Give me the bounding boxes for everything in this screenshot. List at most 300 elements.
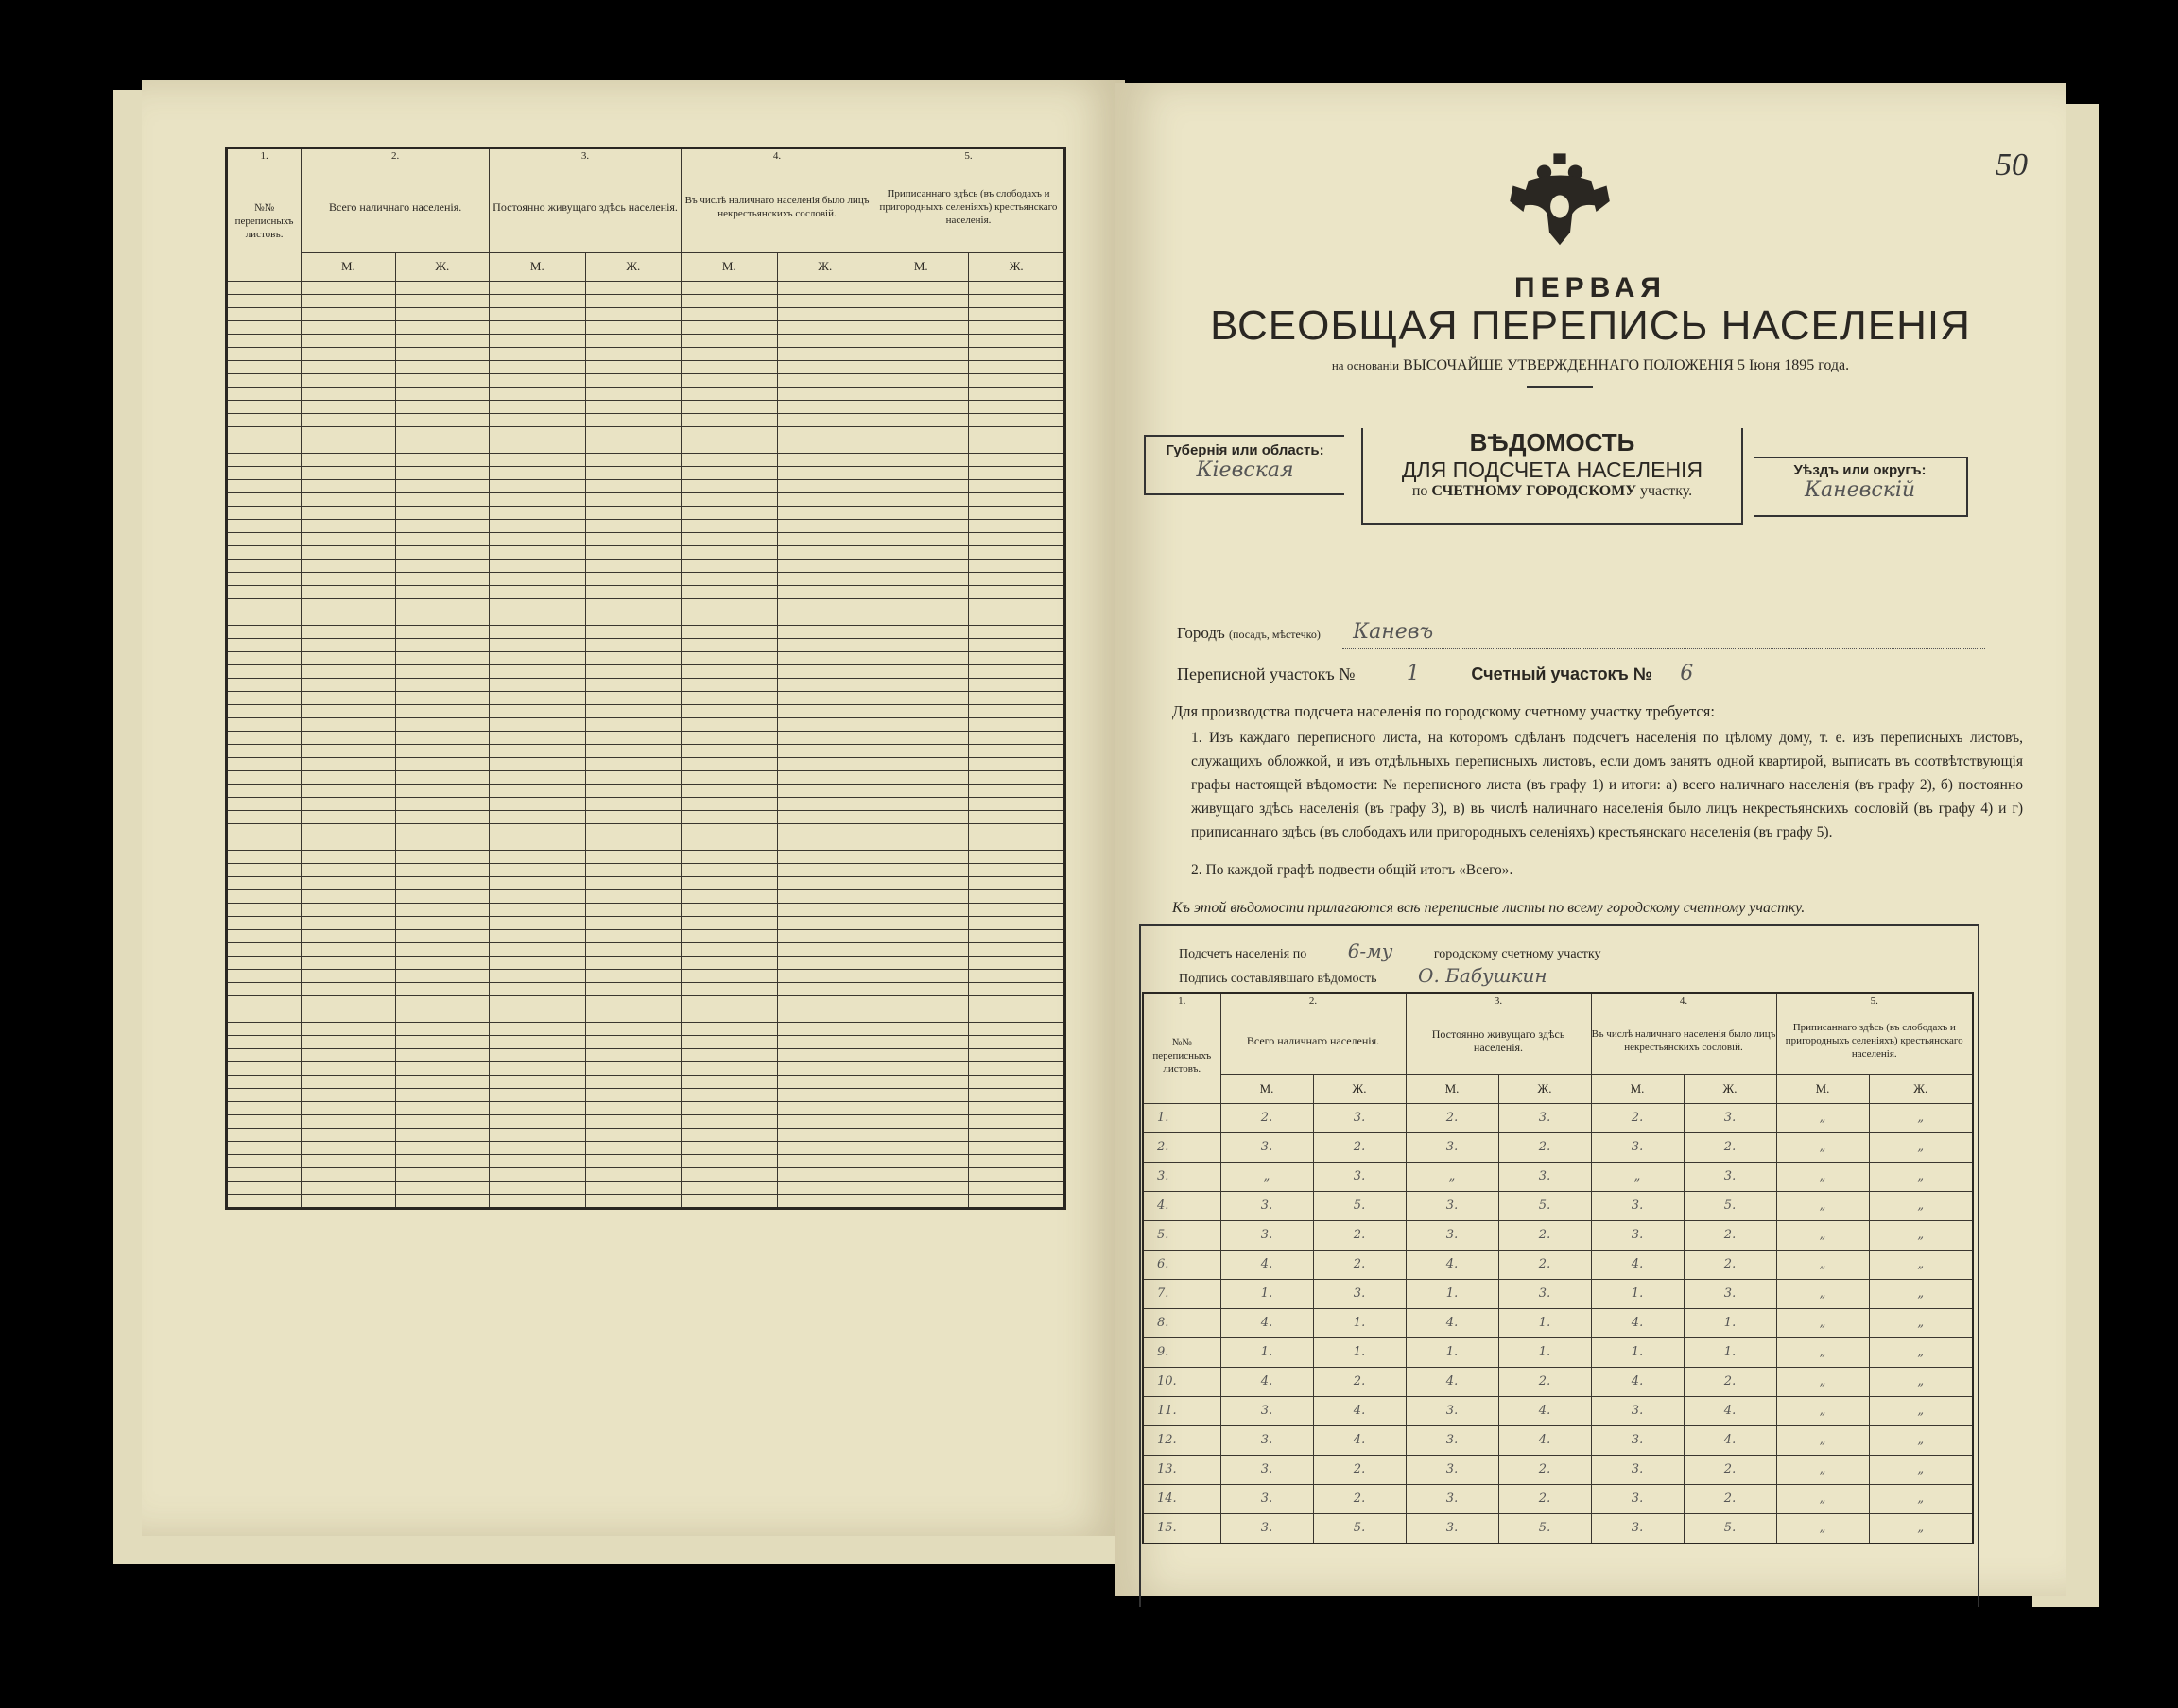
governorate-box: [1144, 435, 1344, 495]
table-cell: [969, 903, 1065, 916]
table-cell: „: [1869, 1163, 1973, 1192]
table-cell: [873, 744, 969, 757]
table-cell: [302, 982, 395, 995]
table-cell: [585, 1035, 681, 1048]
table-cell: [873, 691, 969, 704]
vedomost-subtitle2: [1363, 483, 1741, 500]
table-cell: [969, 744, 1065, 757]
table-cell: 3.: [1220, 1133, 1313, 1163]
table-cell: „: [1776, 1251, 1869, 1280]
table-cell: [227, 612, 302, 625]
table-cell: 4.: [1684, 1426, 1776, 1456]
table-row: [227, 400, 1065, 413]
table-cell: [395, 664, 489, 678]
table-cell: [302, 1194, 395, 1208]
title-small: ПЕРВАЯ: [1514, 272, 1667, 303]
table-cell: [969, 757, 1065, 770]
table-cell: [227, 413, 302, 426]
table-row: [227, 717, 1065, 731]
table-row: [227, 797, 1065, 810]
table-cell: 4.: [1313, 1397, 1406, 1426]
table-cell: [227, 744, 302, 757]
table-cell: [302, 598, 395, 612]
table-cell: [682, 1035, 777, 1048]
table-cell: [682, 281, 777, 294]
table-row: [227, 863, 1065, 876]
table-cell: [227, 426, 302, 440]
table-cell: [490, 1101, 585, 1114]
table-cell: [227, 850, 302, 863]
table-row: [227, 876, 1065, 889]
count-by-label: Подсчетъ населенія по: [1179, 947, 1307, 961]
table-cell: 3.: [1498, 1104, 1591, 1133]
table-cell: 2.: [1498, 1221, 1591, 1251]
col-number: 5.: [1776, 993, 1973, 1008]
city-underline: [1342, 648, 1985, 649]
table-cell: [302, 691, 395, 704]
table-cell: [395, 612, 489, 625]
table-cell: [969, 1009, 1065, 1022]
table-cell: [302, 797, 395, 810]
table-cell: [777, 1181, 873, 1194]
sub-f: Ж.: [395, 252, 489, 281]
table-cell: [682, 731, 777, 744]
table-row: [227, 969, 1065, 982]
table-cell: [227, 1167, 302, 1181]
table-cell: [777, 942, 873, 956]
table-cell: [777, 492, 873, 506]
table-row: [227, 823, 1065, 837]
table-cell: [777, 519, 873, 532]
table-cell: 1.: [1684, 1338, 1776, 1368]
table-cell: [227, 492, 302, 506]
table-cell: 3.: [1684, 1163, 1776, 1192]
table-cell: 4.: [1498, 1426, 1591, 1456]
basis-prefix: на основаніи: [1331, 358, 1400, 372]
table-cell: [873, 903, 969, 916]
table-cell: [227, 373, 302, 387]
table-cell: [777, 850, 873, 863]
table-cell: [873, 1088, 969, 1101]
table-row: [1143, 1309, 1973, 1338]
table-cell: [682, 532, 777, 545]
table-row: [227, 294, 1065, 307]
table-cell: [302, 717, 395, 731]
table-cell: [777, 969, 873, 982]
table-cell: [490, 1181, 585, 1194]
instruction-item-2: 2. По каждой графѣ подвести общій итогъ «Всего».: [1191, 862, 1513, 878]
table-cell: [777, 466, 873, 479]
table-cell: [682, 889, 777, 903]
table-cell: „: [1776, 1338, 1869, 1368]
table-cell: [395, 863, 489, 876]
table-cell: [585, 916, 681, 929]
table-row: [227, 903, 1065, 916]
signature-label: Подпись составлявшаго вѣдомость: [1179, 972, 1377, 986]
table-cell: [490, 850, 585, 863]
left-census-table: [225, 147, 1066, 1210]
table-cell: [777, 638, 873, 651]
table-cell: [302, 572, 395, 585]
table-cell: [302, 929, 395, 942]
table-cell: 4.: [1406, 1251, 1498, 1280]
table-cell: 4.: [1591, 1368, 1684, 1397]
header-sheet-number: №№ переписныхъ листовъ.: [227, 163, 302, 281]
table-cell: [490, 612, 585, 625]
table-cell: [585, 545, 681, 559]
table-cell: [227, 863, 302, 876]
table-cell: [585, 1141, 681, 1154]
row-number-cell: 12.: [1143, 1426, 1220, 1456]
table-cell: 3.: [1406, 1456, 1498, 1485]
table-cell: [682, 440, 777, 453]
table-cell: 3.: [1498, 1280, 1591, 1309]
table-cell: [395, 1022, 489, 1035]
header-peasant: Приписаннаго здѣсь (въ слободахъ и пригородныхъ селеніяхъ) крестьянскаго населенія.: [1776, 1008, 1973, 1075]
table-row: [227, 440, 1065, 453]
table-cell: [873, 572, 969, 585]
table-cell: [395, 969, 489, 982]
table-cell: 3.: [1313, 1104, 1406, 1133]
table-cell: [490, 440, 585, 453]
table-cell: [777, 1114, 873, 1128]
table-row: [227, 559, 1065, 572]
table-cell: [490, 479, 585, 492]
table-row: [227, 307, 1065, 320]
table-row: [227, 334, 1065, 347]
table-cell: [682, 492, 777, 506]
table-cell: [969, 585, 1065, 598]
table-cell: [395, 1075, 489, 1088]
table-row: [227, 519, 1065, 532]
table-row: [227, 704, 1065, 717]
table-cell: [969, 492, 1065, 506]
sub-f: Ж.: [1869, 1075, 1973, 1104]
table-cell: „: [1869, 1280, 1973, 1309]
table-cell: [490, 453, 585, 466]
sub-m: М.: [1776, 1075, 1869, 1104]
table-cell: [873, 585, 969, 598]
table-cell: [302, 360, 395, 373]
table-cell: [873, 731, 969, 744]
table-cell: [302, 479, 395, 492]
table-cell: [395, 876, 489, 889]
table-cell: [302, 1154, 395, 1167]
table-cell: [873, 1022, 969, 1035]
table-row: [227, 889, 1065, 903]
table-cell: [302, 347, 395, 360]
table-cell: [873, 413, 969, 426]
table-cell: [490, 387, 585, 400]
table-cell: 2.: [1406, 1104, 1498, 1133]
table-cell: [682, 863, 777, 876]
table-cell: 2.: [1220, 1104, 1313, 1133]
table-cell: [969, 1075, 1065, 1088]
table-cell: [969, 1128, 1065, 1141]
table-row: [1143, 1485, 1973, 1514]
table-cell: [873, 360, 969, 373]
table-row: [1143, 1280, 1973, 1309]
table-cell: [777, 784, 873, 797]
table-cell: [777, 664, 873, 678]
table-row: [227, 1141, 1065, 1154]
table-cell: [395, 625, 489, 638]
table-cell: [969, 956, 1065, 969]
table-cell: [227, 307, 302, 320]
table-cell: [490, 585, 585, 598]
table-cell: [490, 334, 585, 347]
table-row: [227, 837, 1065, 850]
table-cell: [969, 519, 1065, 532]
table-cell: [777, 956, 873, 969]
table-cell: [585, 506, 681, 519]
table-cell: [302, 995, 395, 1009]
table-cell: [490, 294, 585, 307]
table-cell: [302, 664, 395, 678]
table-cell: [969, 837, 1065, 850]
table-cell: [227, 876, 302, 889]
table-cell: [777, 400, 873, 413]
table-cell: [395, 307, 489, 320]
table-cell: [969, 916, 1065, 929]
table-row: [227, 466, 1065, 479]
table-cell: [227, 387, 302, 400]
table-cell: [969, 1088, 1065, 1101]
table-cell: [873, 545, 969, 559]
table-cell: [585, 863, 681, 876]
table-cell: 4.: [1406, 1309, 1498, 1338]
row-number-cell: 9.: [1143, 1338, 1220, 1368]
table-cell: [873, 1194, 969, 1208]
table-cell: [395, 704, 489, 717]
table-cell: [302, 678, 395, 691]
table-cell: [777, 1167, 873, 1181]
sub-f: Ж.: [1498, 1075, 1591, 1104]
table-cell: [302, 1048, 395, 1061]
table-cell: [395, 797, 489, 810]
table-cell: [682, 1141, 777, 1154]
table-cell: [873, 598, 969, 612]
table-cell: [490, 863, 585, 876]
table-cell: [585, 466, 681, 479]
table-row: [227, 492, 1065, 506]
table-cell: [969, 532, 1065, 545]
table-cell: [777, 837, 873, 850]
table-cell: [682, 545, 777, 559]
table-cell: [490, 889, 585, 903]
table-cell: [227, 479, 302, 492]
table-cell: [873, 426, 969, 440]
table-cell: 3.: [1406, 1221, 1498, 1251]
table-cell: [682, 995, 777, 1009]
table-cell: [969, 823, 1065, 837]
header-non-peasant: Въ числѣ наличнаго населенія было лицъ некрестьянскихъ сословій.: [1591, 1008, 1776, 1075]
table-cell: [302, 373, 395, 387]
table-cell: [490, 360, 585, 373]
table-cell: [682, 876, 777, 889]
col-number: 2.: [1220, 993, 1406, 1008]
table-cell: [585, 1022, 681, 1035]
table-cell: „: [1776, 1221, 1869, 1251]
table-cell: [227, 1022, 302, 1035]
table-cell: [302, 1167, 395, 1181]
table-cell: [302, 440, 395, 453]
table-cell: [302, 532, 395, 545]
table-cell: 1.: [1498, 1309, 1591, 1338]
table-row: [227, 1075, 1065, 1088]
table-cell: [682, 691, 777, 704]
table-cell: [682, 1167, 777, 1181]
basis-line: [1115, 357, 2066, 374]
table-cell: „: [1776, 1280, 1869, 1309]
col-number: 4.: [1591, 993, 1776, 1008]
table-cell: 3.: [1591, 1133, 1684, 1163]
table-cell: [227, 704, 302, 717]
table-cell: [585, 1181, 681, 1194]
table-cell: [585, 453, 681, 466]
table-cell: [873, 1114, 969, 1128]
table-cell: [873, 929, 969, 942]
table-cell: [490, 1088, 585, 1101]
table-cell: [490, 969, 585, 982]
table-cell: [227, 519, 302, 532]
table-cell: [490, 982, 585, 995]
table-cell: „: [1869, 1104, 1973, 1133]
table-cell: [969, 1194, 1065, 1208]
table-row: [227, 664, 1065, 678]
city-label: Городъ: [1177, 624, 1225, 642]
table-cell: [682, 770, 777, 784]
table-cell: [777, 810, 873, 823]
table-cell: [873, 492, 969, 506]
table-cell: [682, 360, 777, 373]
table-cell: [777, 479, 873, 492]
table-cell: [777, 612, 873, 625]
table-cell: [873, 347, 969, 360]
table-cell: [227, 823, 302, 837]
table-cell: [227, 281, 302, 294]
table-row: [227, 757, 1065, 770]
table-row: [227, 387, 1065, 400]
table-row: [227, 1114, 1065, 1128]
table-cell: [490, 810, 585, 823]
table-cell: [777, 373, 873, 387]
table-cell: [585, 1088, 681, 1101]
table-cell: [873, 1061, 969, 1075]
vedomost-sub2-suffix: участку.: [1639, 483, 1693, 499]
table-cell: „: [1591, 1163, 1684, 1192]
table-cell: [777, 585, 873, 598]
table-cell: [777, 1128, 873, 1141]
table-row: [227, 995, 1065, 1009]
table-cell: „: [1776, 1163, 1869, 1192]
table-cell: „: [1776, 1133, 1869, 1163]
table-cell: [777, 572, 873, 585]
table-cell: [585, 731, 681, 744]
vedomost-title: ВѢДОМОСТЬ: [1469, 428, 1635, 457]
table-cell: [227, 1009, 302, 1022]
table-row: [1143, 1426, 1973, 1456]
table-cell: [873, 440, 969, 453]
table-cell: [227, 995, 302, 1009]
table-cell: [873, 956, 969, 969]
table-cell: [682, 1154, 777, 1167]
divider: [1527, 386, 1593, 388]
table-cell: „: [1869, 1485, 1973, 1514]
table-cell: [395, 982, 489, 995]
table-cell: [302, 453, 395, 466]
table-cell: [682, 294, 777, 307]
table-cell: [969, 1154, 1065, 1167]
table-cell: [777, 823, 873, 837]
table-cell: [395, 598, 489, 612]
table-cell: 2.: [1498, 1133, 1591, 1163]
table-cell: [777, 770, 873, 784]
table-cell: 3.: [1591, 1485, 1684, 1514]
table-cell: [395, 1128, 489, 1141]
table-cell: [302, 625, 395, 638]
table-cell: [873, 1181, 969, 1194]
table-cell: [302, 1114, 395, 1128]
count-by-suffix: городскому счетному участку: [1433, 947, 1601, 961]
sub-m: М.: [1220, 1075, 1313, 1104]
table-cell: 3.: [1406, 1133, 1498, 1163]
table-cell: 3.: [1498, 1163, 1591, 1192]
table-cell: [873, 612, 969, 625]
table-cell: [302, 506, 395, 519]
table-cell: [873, 850, 969, 863]
table-cell: [682, 757, 777, 770]
table-cell: „: [1776, 1485, 1869, 1514]
table-cell: 4.: [1591, 1251, 1684, 1280]
header-total-present: Всего наличнаго населенія.: [302, 163, 490, 252]
table-cell: [777, 876, 873, 889]
table-row: [227, 598, 1065, 612]
table-cell: [302, 876, 395, 889]
row-number-cell: 7.: [1143, 1280, 1220, 1309]
table-cell: [969, 413, 1065, 426]
table-cell: [682, 572, 777, 585]
table-cell: [302, 1022, 395, 1035]
table-cell: [490, 731, 585, 744]
title-large: ВСЕОБЩАЯ ПЕРЕПИСЬ НАСЕЛЕНІЯ: [1210, 302, 1971, 349]
table-cell: [227, 1035, 302, 1048]
table-cell: [873, 1141, 969, 1154]
table-cell: [227, 982, 302, 995]
table-cell: [395, 506, 489, 519]
table-cell: [873, 625, 969, 638]
table-cell: [490, 1141, 585, 1154]
row-number-cell: 8.: [1143, 1309, 1220, 1338]
table-cell: [585, 479, 681, 492]
table-cell: [395, 850, 489, 863]
table-cell: [873, 1154, 969, 1167]
table-cell: [490, 678, 585, 691]
table-cell: [682, 651, 777, 664]
table-cell: 3.: [1406, 1397, 1498, 1426]
table-cell: [302, 294, 395, 307]
table-cell: [777, 1035, 873, 1048]
table-cell: 3.: [1220, 1485, 1313, 1514]
table-cell: [395, 691, 489, 704]
table-cell: 3.: [1591, 1456, 1684, 1485]
table-cell: „: [1776, 1397, 1869, 1426]
table-cell: [490, 413, 585, 426]
table-cell: [585, 757, 681, 770]
table-cell: [777, 863, 873, 876]
table-cell: 4.: [1220, 1309, 1313, 1338]
table-cell: [585, 400, 681, 413]
